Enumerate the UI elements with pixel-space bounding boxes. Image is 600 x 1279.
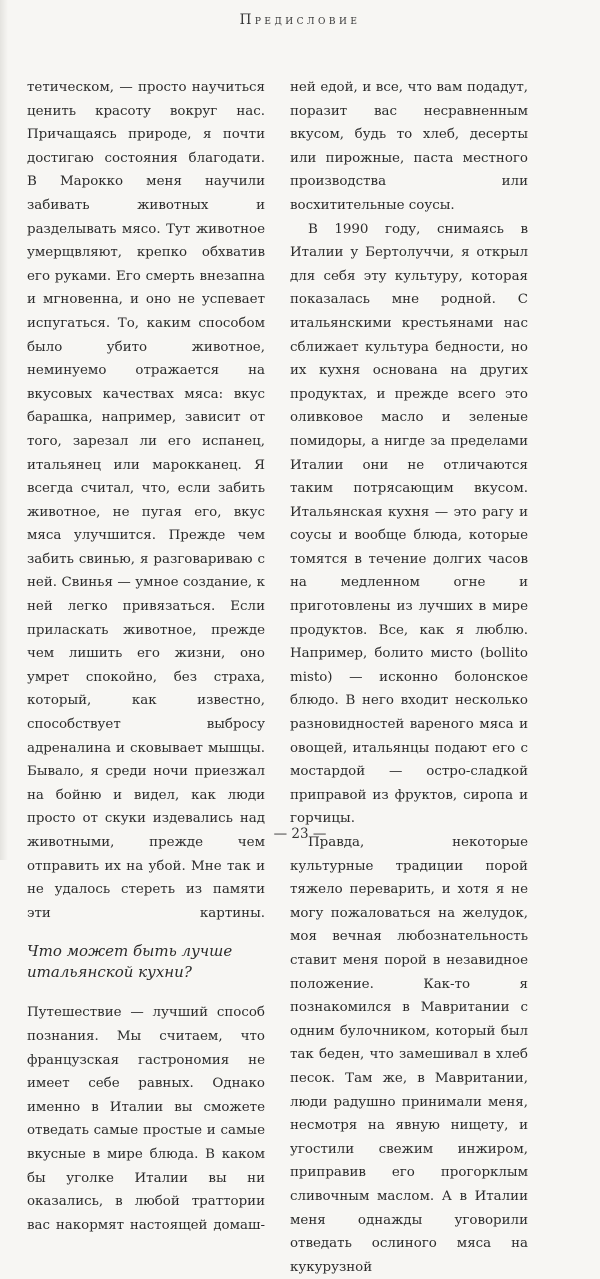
right-column <box>290 76 528 1279</box>
right-paragraph-3: Правда, некоторые культурные традиции порой тяжело переварить, и хотя я не могу пожаловаться на желудок, моя вечная любознательность ставит меня порой в незавидное положение. Как-то я познакомился в Мавритании с одним булочником, который был так беден, что замешивал в хлеб песок. Там же, в Мавритании, люди радушно принимали меня, несмотря на явную нищету, и угостили свежим инжиром, приправив его прогорклым сливочным маслом. А в Италии меня однажды уговорили отведать ослиного мяса на кукурузной <box>290 835 528 1275</box>
left-paragraph-1: тетическом, — просто научиться ценить красоту вокруг нас. Причащаясь природе, я почти достигаю состояния благодати. В Марокко меня научили забивать животных и разделывать мясо. Тут животное умерщвляют, крепко обхватив его руками. Его смерть внезапна и мгновенна, и оно не успевает испугаться. То, каким способом было убито животное, неминуемо отражается на вкусовых качествах мяса: вкус барашка, например, зависит от того, зарезал ли его испанец, итальянец или марокканец. Я всегда считал, что, если забить животное, не пугая его, вкус мяса улучшится. Прежде чем забить свинью, я разговариваю с ней. Свинья — умное создание, к ней легко привязаться. Если приласкать животное, прежде чем лишить его жизни, оно умрет спокойно, без страха, который, как известно, способствует выбросу адреналина и сковывает мышцы. Бывало, я среди ночи приезжал на бойню и видел, как люди просто от скуки издевались над животными, прежде чем отправить их на убой. Мне так и не удалось стереть из памяти эти картины. <box>27 80 265 921</box>
right-paragraph-2: В 1990 году, снимаясь в Италии у Бертолуччи, я открыл для себя эту культуру, которая показалась мне родной. С итальянскими крестьянами нас сближает культура бедности, но их кухня основана на других продуктах, и прежде всего это оливковое масло и зеленые помидоры, а нигде за пределами Италии они не отличаются таким потрясающим вкусом. Итальянская кухня — это рагу и соусы и вообще блюда, которые томятся в течение долгих часов на медленном огне и приготовлены из лучших в мире продуктов. Все, как я люблю. Например, болито мисто (bollito misto) — исконно болонское блюдо. В него входит несколько разновидностей вареного мяса и овощей, итальянцы подают его с мостардой — остро-сладкой приправой из фруктов, сиропа и горчицы. <box>290 221 528 827</box>
running-title: Предисловие <box>239 12 361 28</box>
subheading: Что может быть лучше итальянской кухни? <box>27 942 233 982</box>
page-number: — 23 — <box>273 826 327 842</box>
left-paragraph-2: Путешествие — лучший способ познания. Мы считаем, что французская гастрономия не имеет себе равных. Однако именно в Италии вы сможете отведать самые простые и самые вкусные в мире блюда. В каком бы уголке Италии вы ни оказались, в любой траттории вас накормят настоящей домаш- <box>27 1005 265 1233</box>
page-edge <box>0 0 8 860</box>
right-paragraph-1: ней едой, и все, что вам подадут, поразит вас несравненным вкусом, будь то хлеб, десерты или пирожные, паста местного производства или восхитительные соусы. <box>290 80 528 213</box>
left-column <box>27 76 265 1237</box>
